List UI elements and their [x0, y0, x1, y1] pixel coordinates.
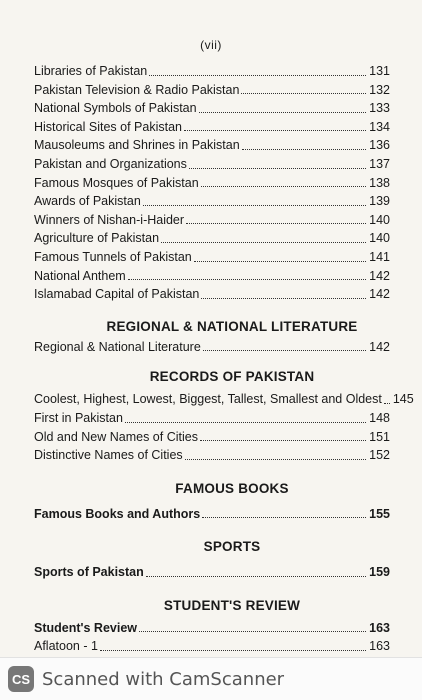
camscanner-logo-icon: CS [8, 666, 34, 692]
toc-entry [34, 409, 390, 428]
dot-leader [201, 186, 366, 187]
dot-leader [149, 75, 366, 76]
toc-entry [34, 338, 390, 357]
dot-leader [200, 440, 366, 441]
toc-entry [34, 211, 390, 230]
toc-entry-page: 142 [369, 339, 390, 354]
toc-entry [34, 62, 390, 81]
toc-entry-page: 159 [369, 565, 390, 580]
toc-entry-title: Libraries of Pakistan [34, 64, 148, 78]
toc-entry-page: 134 [369, 119, 390, 134]
dot-leader [202, 517, 366, 518]
heading-review: STUDENT'S REVIEW [163, 597, 301, 613]
toc-entry-page: 148 [369, 410, 390, 425]
footer-text: Scanned with CamScanner [42, 668, 285, 690]
toc-entry [34, 505, 390, 524]
toc-entry-title: Mausoleums and Shrines in Pakistan [34, 138, 240, 153]
toc-books-list [34, 505, 390, 524]
dot-leader [189, 168, 366, 169]
toc-entry [34, 267, 390, 286]
toc-entry-title: Famous Tunnels of Pakistan [34, 249, 192, 264]
toc-entry-title: Coolest, Highest, Lowest, Biggest, Tallest, Smallest and Oldest [34, 392, 382, 407]
toc-entry [34, 81, 390, 100]
toc-entry [34, 563, 390, 582]
toc-entry-page: 133 [369, 101, 390, 116]
dot-leader [184, 130, 366, 131]
dot-leader [203, 350, 366, 351]
dot-leader [100, 650, 366, 651]
toc-entry [34, 229, 390, 248]
toc-entry-page: 139 [369, 194, 390, 209]
toc-entry-title: Old and New Names of Cities [34, 429, 198, 444]
toc-records-list [34, 390, 414, 464]
dot-leader [186, 223, 366, 224]
dot-leader [125, 422, 366, 423]
dot-leader [139, 631, 366, 632]
toc-entry-page: 136 [369, 138, 390, 153]
toc-entry [34, 248, 390, 267]
toc-entry-title: Islamabad Capital of Pakistan [34, 287, 200, 302]
toc-entry-page: 140 [369, 231, 390, 246]
toc-entry-title: Sports of Pakistan [34, 565, 144, 580]
toc-entry [34, 637, 390, 656]
toc-entry [34, 118, 390, 137]
toc-entry-page: 138 [369, 175, 390, 190]
toc-entry-page: 132 [369, 82, 390, 97]
dot-leader [199, 112, 367, 113]
dot-leader [146, 576, 366, 577]
toc-entry [34, 619, 390, 638]
toc-entry-page: 131 [369, 64, 390, 78]
dot-leader [128, 279, 366, 280]
toc-entry [34, 155, 390, 174]
dot-leader [185, 459, 366, 460]
toc-entry [34, 390, 414, 409]
dot-leader [384, 403, 390, 404]
toc-main-list [34, 62, 390, 304]
heading-sports: SPORTS [203, 539, 261, 555]
toc-entry-title: Pakistan Television & Radio Pakistan [34, 82, 240, 97]
dot-leader [242, 149, 366, 150]
toc-entry-title: National Symbols of Pakistan [34, 101, 197, 116]
toc-review-list [34, 619, 390, 656]
toc-entry-page: 142 [369, 268, 390, 283]
toc-entry-page: 155 [369, 506, 390, 521]
toc-entry-page: 163 [369, 639, 390, 654]
toc-entry-title: Student's Review [34, 620, 137, 635]
toc-entry-title: Pakistan and Organizations [34, 156, 187, 171]
toc-entry-title: Aflatoon - 1 [34, 639, 98, 654]
toc-entry-page: 145 [392, 392, 414, 407]
dot-leader [194, 261, 366, 262]
toc-entry [34, 446, 390, 465]
toc-entry-page: 141 [369, 249, 390, 264]
toc-entry-page: 142 [369, 287, 390, 302]
dot-leader [161, 242, 366, 243]
toc-entry-title: First in Pakistan [34, 410, 123, 425]
toc-entry [34, 99, 390, 118]
dot-leader [201, 298, 366, 299]
toc-entry-title: Awards of Pakistan [34, 194, 141, 209]
toc-sports-list [34, 563, 390, 582]
toc-entry-page: 137 [369, 156, 390, 171]
toc-entry-page: 163 [369, 620, 390, 635]
heading-records: RECORDS OF PAKISTAN [149, 369, 315, 385]
toc-entry-title: National Anthem [34, 268, 126, 283]
toc-entry [34, 192, 390, 211]
toc-entry-title: Famous Books and Authors [34, 506, 201, 521]
toc-entry-title: Agriculture of Pakistan [34, 231, 160, 246]
toc-entry-page: 151 [369, 429, 390, 444]
toc-entry [34, 174, 390, 193]
toc-entry-title: Distinctive Names of Cities [34, 448, 183, 463]
toc-entry-title: Regional & National Literature [34, 339, 201, 354]
page-number: (vii) [200, 38, 222, 52]
toc-entry [34, 428, 390, 447]
dot-leader [143, 205, 366, 206]
heading-books: FAMOUS BOOKS [175, 480, 289, 496]
toc-entry [34, 136, 390, 155]
toc-entry-page: 140 [369, 212, 390, 227]
scanner-footer [0, 657, 422, 700]
table-of-contents [34, 62, 414, 656]
toc-entry [34, 285, 390, 304]
heading-regional: REGIONAL & NATIONAL LITERATURE [106, 318, 358, 334]
toc-entry-title: Famous Mosques of Pakistan [34, 175, 199, 190]
toc-regional-list [34, 338, 390, 357]
toc-entry-page: 152 [369, 448, 390, 463]
toc-entry-title: Winners of Nishan-i-Haider [34, 212, 185, 227]
toc-entry-title: Historical Sites of Pakistan [34, 119, 182, 134]
dot-leader [241, 93, 366, 94]
